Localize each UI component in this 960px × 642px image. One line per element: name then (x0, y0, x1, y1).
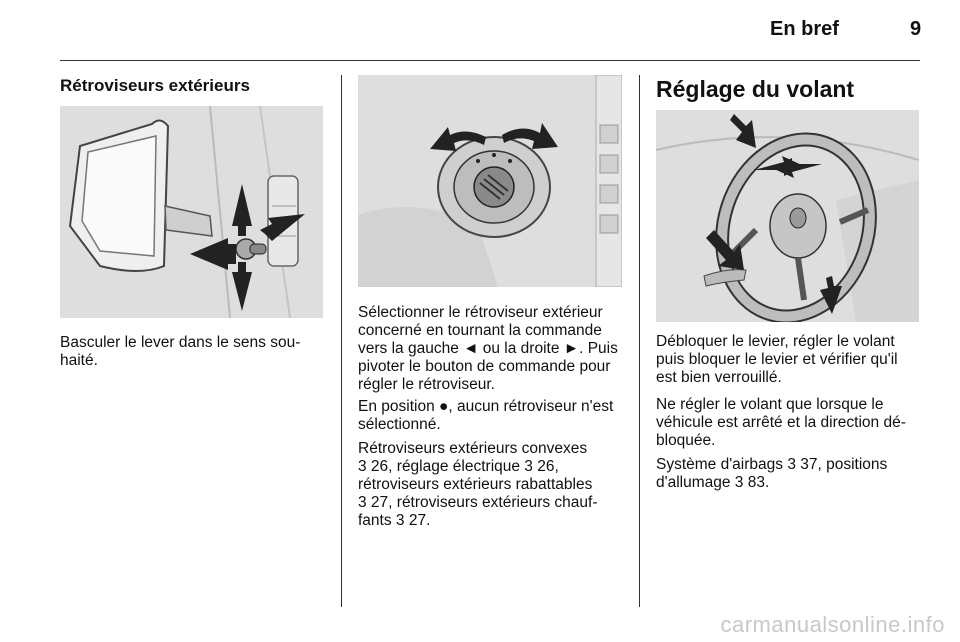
text-line: Système d'airbags 3 37, positions (656, 456, 888, 473)
paragraph-steering-warning (656, 396, 926, 450)
steering-wheel-illustration (656, 110, 919, 322)
paragraph-select-mirror (358, 304, 628, 394)
text-line: sélectionné. (358, 416, 441, 433)
column-divider-1 (341, 75, 342, 607)
text-line: Ne régler le volant que lorsque le (656, 396, 884, 413)
paragraph-mirror-references (358, 440, 628, 530)
paragraph-mirror-lever (60, 334, 330, 370)
text-line: concerné en tournant la commande (358, 322, 602, 339)
text-line: Basculer le lever dans le sens sou- (60, 334, 301, 351)
paragraph-neutral-position (358, 398, 628, 434)
header-divider (60, 60, 920, 61)
text-line: 3 27, rétroviseurs extérieurs chauf- (358, 494, 598, 511)
text-line: pivoter le bouton de commande pour (358, 358, 611, 375)
text-line: Rétroviseurs extérieurs convexes (358, 440, 588, 457)
text-line: puis bloquer le levier et vérifier qu'il (656, 351, 898, 368)
text-line: régler le rétroviseur. (358, 376, 495, 393)
paragraph-steering-adjust (656, 333, 926, 387)
text-line: bloquée. (656, 432, 716, 449)
figure-mirror-control-knob (358, 75, 622, 287)
text-line: haité. (60, 352, 98, 369)
page-number: 9 (910, 18, 922, 40)
text-line: est bien verrouillé. (656, 369, 782, 386)
text-line: 3 26, réglage électrique 3 26, (358, 458, 559, 475)
mirror-knob-illustration (358, 75, 622, 287)
section-heading-mirrors: Rétroviseurs extérieurs (60, 76, 250, 95)
text-line: d'allumage 3 83. (656, 474, 770, 491)
text-line: rétroviseurs extérieurs rabattables (358, 476, 593, 493)
header-title: En bref (770, 18, 839, 40)
text-line: En position ●, aucun rétroviseur n'est (358, 398, 614, 415)
paragraph-steering-references (656, 456, 926, 492)
section-heading-steering: Réglage du volant (656, 76, 855, 102)
figure-mirror-lever (60, 106, 323, 318)
column-divider-2 (639, 75, 640, 607)
watermark: carmanualsonline.info (720, 612, 945, 637)
text-line: Débloquer le levier, régler le volant (656, 333, 895, 350)
mirror-lever-illustration (60, 106, 323, 318)
text-line: fants 3 27. (358, 512, 431, 529)
text-line: Sélectionner le rétroviseur extérieur (358, 304, 603, 321)
text-line: véhicule est arrêté et la direction dé- (656, 414, 906, 431)
figure-steering-wheel (656, 110, 919, 322)
text-line: vers la gauche ◄ ou la droite ►. Puis (358, 340, 618, 357)
